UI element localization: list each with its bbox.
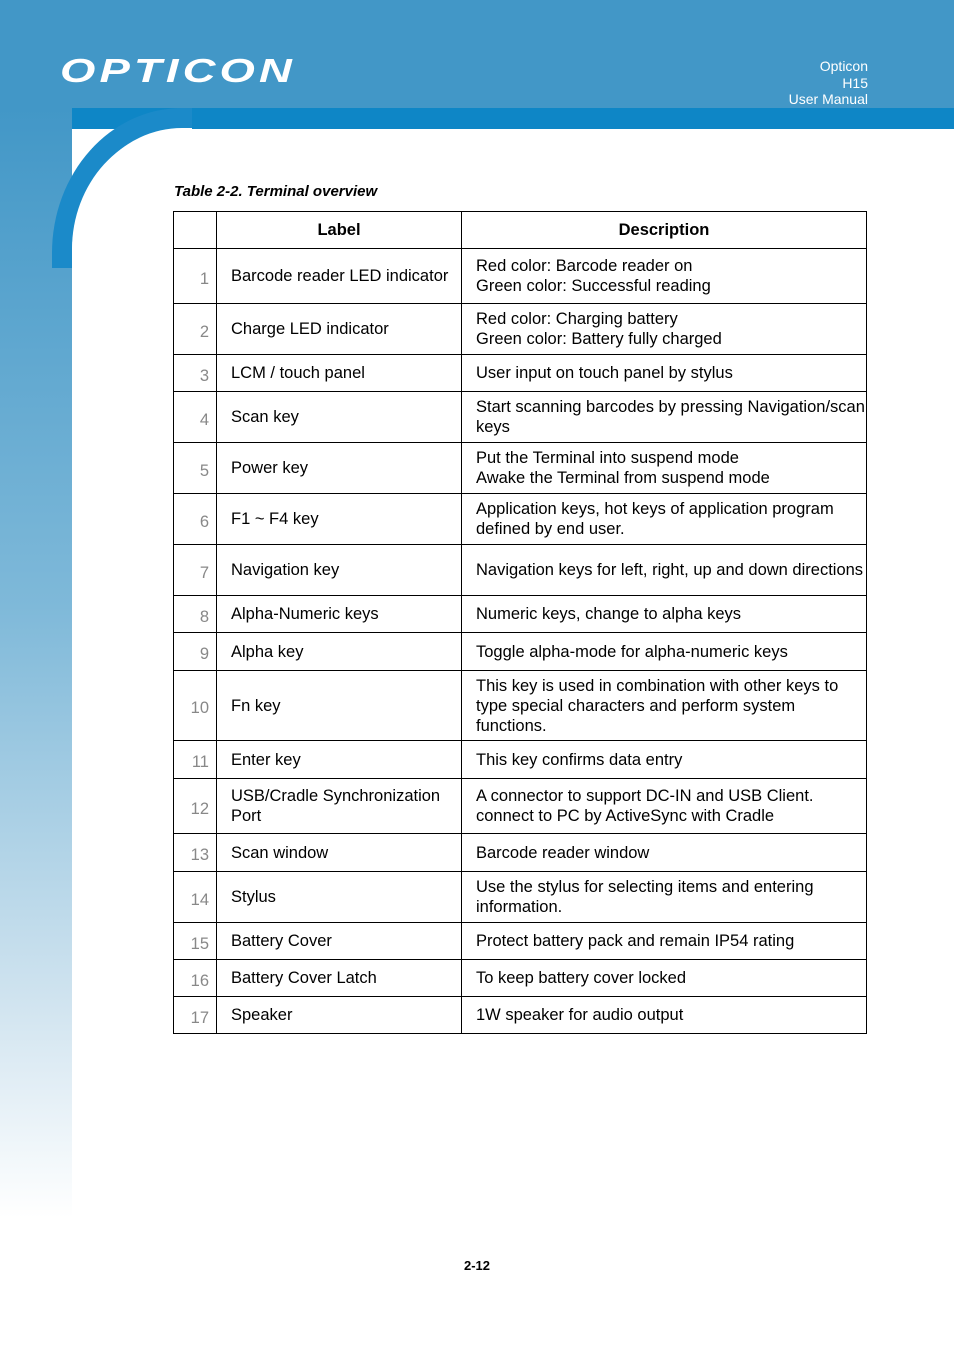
row-number: 4 [174, 392, 217, 443]
row-label: Power key [217, 443, 462, 494]
row-label: Navigation key [217, 545, 462, 596]
table-row [174, 671, 867, 741]
row-label: Stylus [217, 872, 462, 923]
table-row [174, 494, 867, 545]
row-description: Protect battery pack and remain IP54 rating [462, 923, 867, 960]
row-number: 3 [174, 355, 217, 392]
row-number: 14 [174, 872, 217, 923]
opticon-logo [60, 56, 300, 91]
table-row [174, 997, 867, 1034]
header-number [174, 212, 217, 249]
row-description: Put the Terminal into suspend mode Awake the Terminal from suspend mode [462, 443, 867, 494]
row-label: Barcode reader LED indicator [217, 249, 462, 304]
row-number: 2 [174, 304, 217, 355]
row-label: USB/Cradle Synchronization Port [217, 779, 462, 834]
table-row [174, 923, 867, 960]
row-label: Alpha-Numeric keys [217, 596, 462, 633]
row-number: 11 [174, 741, 217, 779]
row-number: 17 [174, 997, 217, 1034]
row-description: A connector to support DC-IN and USB Client. connect to PC by ActiveSync with Cradle [462, 779, 867, 834]
row-label: Scan window [217, 834, 462, 872]
row-label: Alpha key [217, 633, 462, 671]
row-number: 7 [174, 545, 217, 596]
row-description: Application keys, hot keys of application program defined by end user. [462, 494, 867, 545]
table-row [174, 872, 867, 923]
table-row [174, 779, 867, 834]
table-caption: Table 2-2. Terminal overview [174, 183, 378, 200]
row-label: Speaker [217, 997, 462, 1034]
table-row [174, 834, 867, 872]
page-number: 2-12 [463, 1258, 491, 1273]
row-number: 1 [174, 249, 217, 304]
row-label: Battery Cover Latch [217, 960, 462, 997]
row-number: 13 [174, 834, 217, 872]
row-description: Red color: Charging battery Green color: Battery fully charged [462, 304, 867, 355]
table-row [174, 249, 867, 304]
row-number: 12 [174, 779, 217, 834]
table-row [174, 304, 867, 355]
header-label: Label [217, 212, 462, 249]
row-label: F1 ~ F4 key [217, 494, 462, 545]
row-description: Barcode reader window [462, 834, 867, 872]
row-number: 6 [174, 494, 217, 545]
row-label: LCM / touch panel [217, 355, 462, 392]
row-description: This key is used in combination with other keys to type special characters and perform system functions. [462, 671, 867, 741]
header-company: Opticon [819, 58, 868, 74]
header-description: Description [462, 212, 867, 249]
row-label: Scan key [217, 392, 462, 443]
row-description: Red color: Barcode reader on Green color: Successful reading [462, 249, 867, 304]
row-label: Enter key [217, 741, 462, 779]
row-label: Charge LED indicator [217, 304, 462, 355]
row-number: 9 [174, 633, 217, 671]
table-row [174, 392, 867, 443]
row-description: User input on touch panel by stylus [462, 355, 867, 392]
header-doc-info [789, 58, 868, 108]
header-doc-title: User Manual [788, 91, 868, 107]
table-row [174, 355, 867, 392]
row-number: 16 [174, 960, 217, 997]
row-label: Fn key [217, 671, 462, 741]
row-number: 15 [174, 923, 217, 960]
header-model: H15 [842, 74, 868, 91]
row-description: Numeric keys, change to alpha keys [462, 596, 867, 633]
table-header-row [174, 212, 867, 249]
row-description: 1W speaker for audio output [462, 997, 867, 1034]
table-row [174, 960, 867, 997]
table-row [174, 596, 867, 633]
row-number: 8 [174, 596, 217, 633]
side-gradient-band [0, 108, 72, 1218]
row-label: Battery Cover [217, 923, 462, 960]
row-number: 5 [174, 443, 217, 494]
table-row [174, 741, 867, 779]
row-description: This key confirms data entry [462, 741, 867, 779]
row-description: Toggle alpha-mode for alpha-numeric keys [462, 633, 867, 671]
table-row [174, 545, 867, 596]
row-number: 10 [174, 671, 217, 741]
table-row [174, 633, 867, 671]
svg-text:OPTICON: OPTICON [60, 56, 296, 86]
row-description: To keep battery cover locked [462, 960, 867, 997]
terminal-overview-table [173, 211, 867, 1034]
row-description: Navigation keys for left, right, up and down directions [462, 545, 867, 596]
row-description: Use the stylus for selecting items and entering information. [462, 872, 867, 923]
row-description: Start scanning barcodes by pressing Navigation/scan keys [462, 392, 867, 443]
table-row [174, 443, 867, 494]
